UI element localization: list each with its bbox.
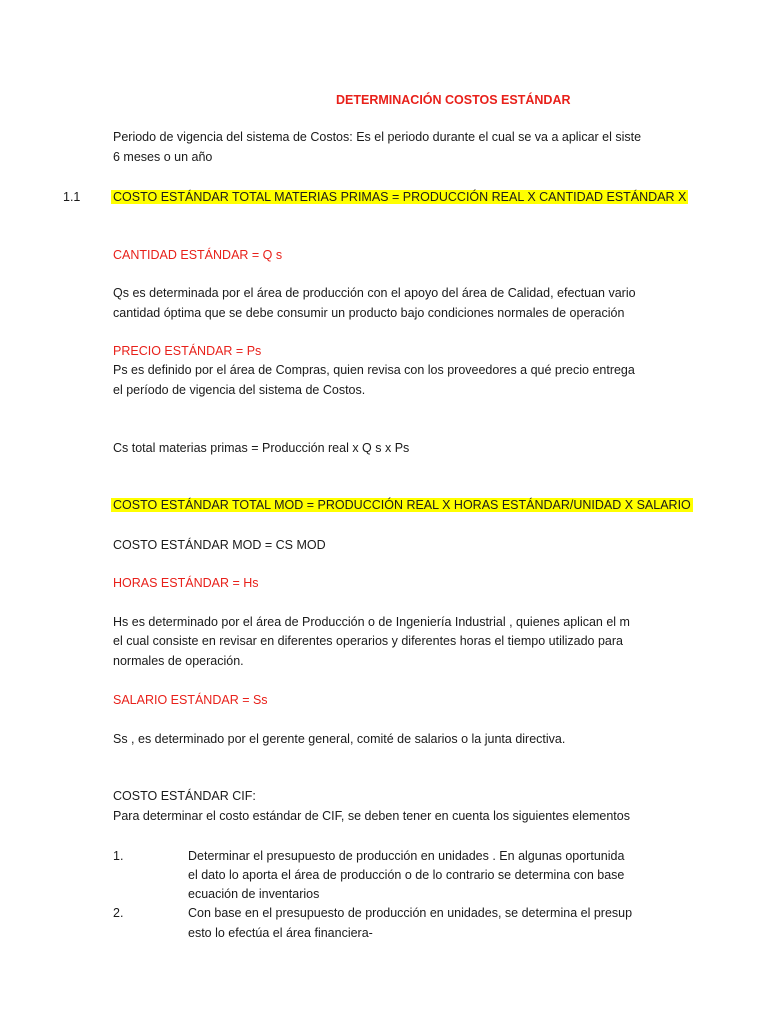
cantidad-line-2: cantidad óptima que se debe consumir un producto bajo condiciones normales de operación [113, 306, 625, 320]
cif-item-line: ecuación de inventarios [188, 887, 320, 901]
materias-primas-formula-text: COSTO ESTÁNDAR TOTAL MATERIAS PRIMAS = PRODUCCIÓN REAL X CANTIDAD ESTÁNDAR X [113, 190, 687, 204]
cantidad-line-1: Qs es determinada por el área de producción con el apoyo del área de Calidad, efectuan vario [113, 286, 636, 300]
mod-formula-text: COSTO ESTÁNDAR TOTAL MOD = PRODUCCIÓN REAL X HORAS ESTÁNDAR/UNIDAD X SALARIO [113, 498, 691, 512]
salario-heading: SALARIO ESTÁNDAR = Ss [113, 693, 268, 707]
cif-item-line: esto lo efectúa el área financiera- [188, 926, 373, 940]
vigencia-line-1: Periodo de vigencia del sistema de Costos: Es el periodo durante el cual se va a aplicar el siste [113, 130, 642, 144]
document-title: DETERMINACIÓN COSTOS ESTÁNDAR [336, 93, 571, 107]
precio-heading: PRECIO ESTÁNDAR = Ps [113, 344, 262, 358]
cif-heading: COSTO ESTÁNDAR CIF: [113, 789, 256, 803]
cif-item-number: 2. [113, 906, 124, 920]
horas-heading: HORAS ESTÁNDAR = Hs [113, 576, 259, 590]
mod-summary: COSTO ESTÁNDAR MOD = CS MOD [113, 538, 326, 552]
cs-total-formula: Cs total materias primas = Producción real x Q s x Ps [113, 441, 410, 455]
salario-line-1: Ss , es determinado por el gerente general, comité de salarios o la junta directiva. [113, 732, 566, 746]
materias-primas-formula [111, 189, 688, 205]
cif-item-line: el dato lo aporta el área de producción o de lo contrario se determina con base [188, 868, 625, 882]
vigencia-line-2: 6 meses o un año [113, 150, 213, 164]
cif-item-line: Determinar el presupuesto de producción en unidades . En algunas oportunida [188, 849, 625, 863]
horas-line-1: Hs es determinado por el área de Producción o de Ingeniería Industrial , quienes aplican el m [113, 615, 630, 629]
horas-line-3: normales de operación. [113, 654, 244, 668]
cif-item-number: 1. [113, 849, 124, 863]
cantidad-heading: CANTIDAD ESTÁNDAR = Q s [113, 248, 283, 262]
horas-line-2: el cual consiste en revisar en diferentes operarios y diferentes horas el tiempo utilizado para [113, 634, 623, 648]
mod-formula [111, 497, 693, 513]
precio-line-1: Ps es definido por el área de Compras, quien revisa con los proveedores a qué precio entrega [113, 363, 635, 377]
cif-intro: Para determinar el costo estándar de CIF, se deben tener en cuenta los siguientes elementos [113, 809, 630, 823]
precio-line-2: el período de vigencia del sistema de Costos. [113, 383, 366, 397]
cif-item-line: Con base en el presupuesto de producción en unidades, se determina el presup [188, 906, 633, 920]
section-number: 1.1 [63, 190, 81, 204]
